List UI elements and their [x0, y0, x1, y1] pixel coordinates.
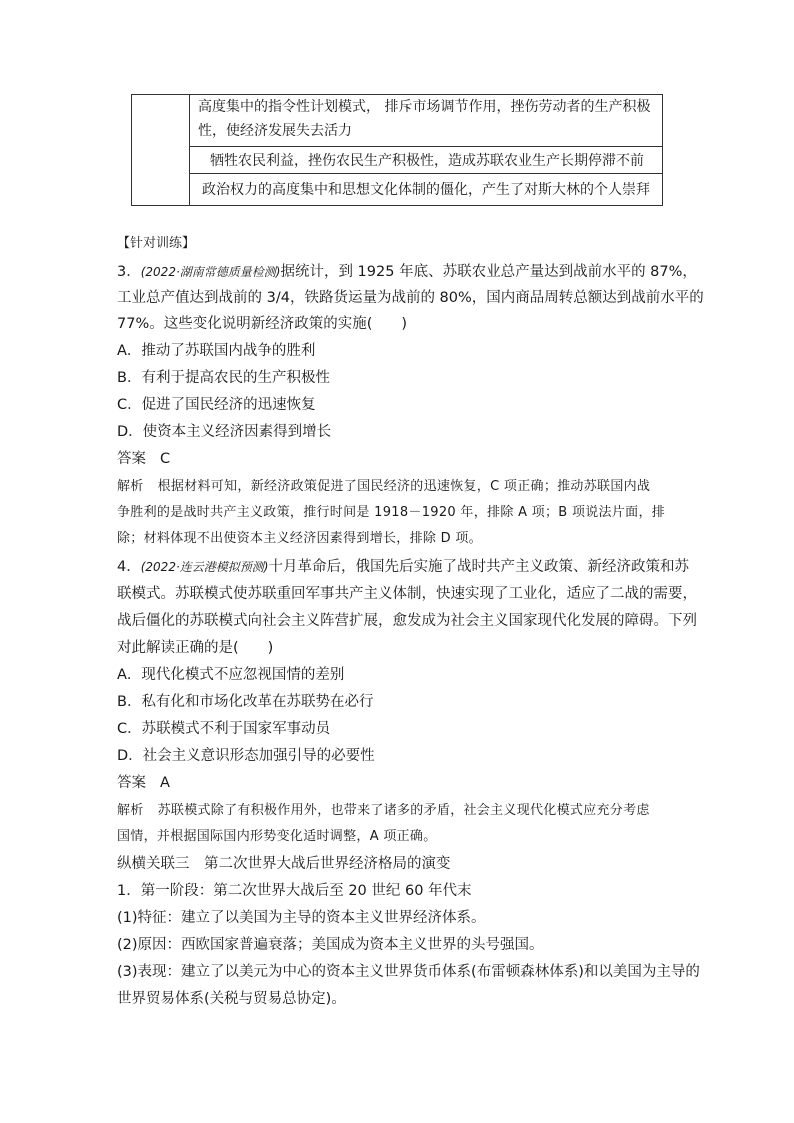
answer-value: C: [160, 451, 171, 467]
analysis-label: 解析: [117, 479, 144, 494]
table-row-text: 性，使经济发展失去活力: [198, 123, 352, 139]
section-paragraph-1: (1)特征：建立了以美国为主导的资本主义世界经济体系。: [117, 910, 486, 926]
answer-line: [117, 449, 677, 469]
question-number: 4．: [117, 559, 141, 575]
option-a: A．现代化模式不应忽视国情的差别: [117, 667, 345, 683]
question-4-line-4: 对此解读正确的是( ): [117, 640, 274, 656]
option-d: D．使资本主义经济因素得到增长: [117, 424, 332, 440]
answer-label: 答案: [117, 775, 146, 791]
section-header: 【针对训练】: [117, 236, 196, 251]
section-paragraph-3-cont: 世界贸易体系(关税与贸易总协定)。: [117, 991, 346, 1007]
table-row-text: 高度集中的指令性计划模式， 排斥市场调节作用，挫伤劳动者的生产积极: [198, 99, 651, 115]
option-d: D．社会主义意识形态加强引导的必要性: [117, 748, 375, 764]
analysis-text: 苏联模式除了有积极作用外，也带来了诸多的矛盾，社会主义现代化模式应充分考虑: [157, 803, 650, 818]
question-3-line-1: [117, 262, 697, 282]
analysis-line-2: 争胜利的是战时共产主义政策，推行时间是 1918－1920 年，排除 A 项；B 项说法片面，排: [117, 505, 666, 520]
table-row-planning: [190, 95, 662, 147]
analysis-text: 根据材料可知，新经济政策促进了国民经济的迅速恢复，C 项正确；推动苏联国内战: [157, 479, 651, 494]
answer-value: A: [160, 775, 170, 791]
table-row-politics: 政治权力的高度集中和思想文化体制的僵化，产生了对斯大林的个人崇拜: [202, 182, 650, 198]
table-row-agriculture: 牺牲农民利益，挫伤农民生产积极性，造成苏联农业生产长期停滞不前: [190, 147, 662, 174]
question-text: 据统计，到 1925 年底、苏联农业总产量达到战前水平的 87%，: [280, 264, 697, 280]
section-paragraph-2: (2)原因：西欧国家普遍衰落；美国成为资本主义世界的头号强国。: [117, 937, 544, 953]
question-text: 十月革命后，俄国先后实施了战时共产主义政策、新经济政策和苏: [268, 559, 689, 575]
section-title: 纵横关联三 第二次世界大战后世界经济格局的演变: [117, 856, 451, 872]
section-paragraph-3: (3)表现：建立了以美元为中心的资本主义世界货币体系(布雷顿森林体系)和以美国为主导的: [117, 964, 700, 980]
question-4-line-3: 战后僵化的苏联模式向社会主义阵营扩展，愈发成为社会主义国家现代化发展的障碍。下列: [117, 613, 697, 629]
analysis-line-1: [117, 801, 677, 821]
option-c: C．促进了国民经济的迅速恢复: [117, 397, 316, 413]
option-c: C．苏联模式不利于国家军事动员: [117, 721, 331, 737]
analysis-line-2: 国情，并根据国际国内形势变化适时调整，A 项正确。: [117, 829, 437, 844]
question-3-line-2: 工业总产值达到战前的 3/4，铁路货运量为战前的 80%，国内商品周转总额达到战前水平的: [117, 290, 704, 306]
option-b: B．私有化和市场化改革在苏联势在必行: [117, 694, 374, 710]
question-4-line-2: 联模式。苏联模式使苏联重回军事共产主义体制，快速实现了工业化，适应了二战的需要，: [117, 586, 697, 602]
answer-line: [117, 773, 677, 793]
option-a: A．推动了苏联国内战争的胜利: [117, 343, 316, 359]
summary-table: [131, 94, 663, 206]
question-3-line-3: 77%。这些变化说明新经济政策的实施( ): [117, 316, 408, 332]
answer-label: 答案: [117, 451, 146, 467]
analysis-line-3: 除；材料体现不出使资本主义经济因素得到增长，排除 D 项。: [117, 531, 482, 546]
table-label-column: [132, 95, 190, 205]
analysis-line-1: [117, 477, 677, 497]
question-number: 3．: [117, 264, 141, 280]
section-item-1: 1．第一阶段：第二次世界大战后至 20 世纪 60 年代末: [117, 883, 472, 899]
question-source: (2022·连云港模拟预测): [140, 560, 269, 574]
analysis-label: 解析: [117, 803, 144, 818]
question-source: (2022·湖南常德质量检测): [140, 265, 281, 279]
option-b: B．有利于提高农民的生产积极性: [117, 370, 330, 386]
question-4-line-1: [117, 557, 689, 577]
